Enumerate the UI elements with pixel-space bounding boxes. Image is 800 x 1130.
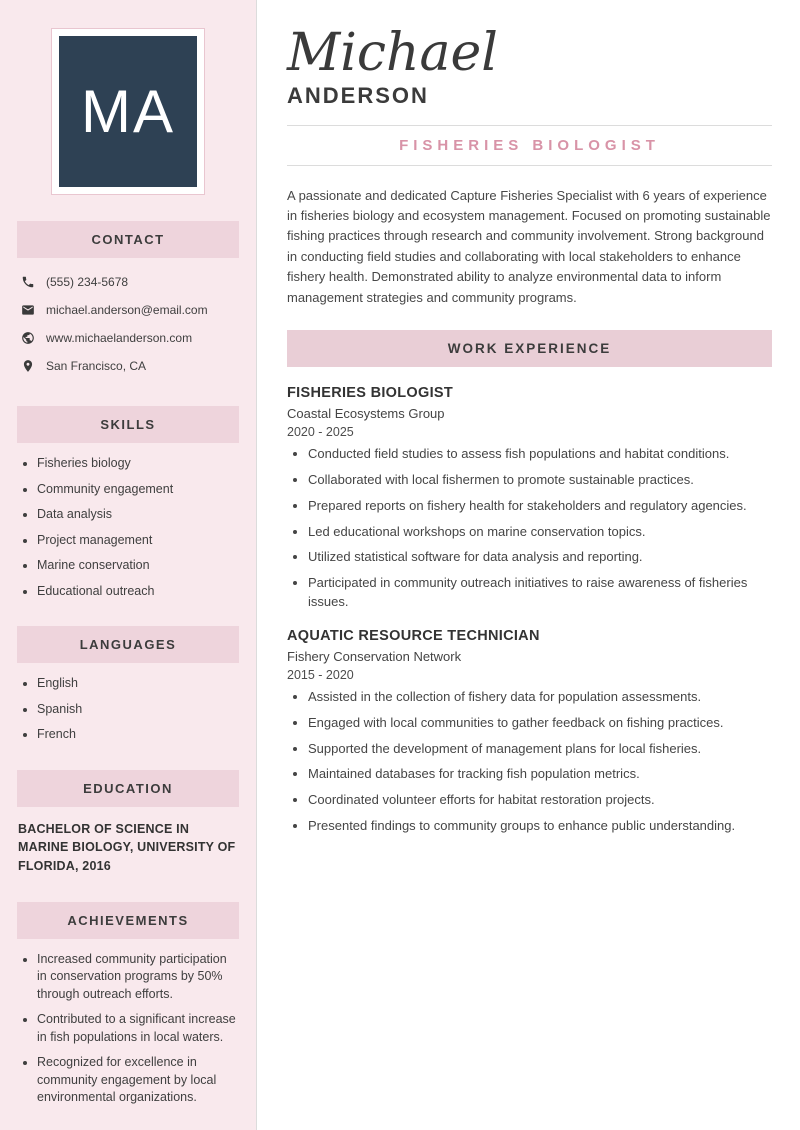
- phone-icon: [21, 275, 35, 289]
- languages-section-title: LANGUAGES: [79, 637, 177, 652]
- job-dates: 2020 - 2025: [287, 425, 354, 440]
- job-company: Coastal Ecosystems Group: [287, 406, 445, 422]
- skill-item: • Project management: [37, 532, 239, 550]
- job-title: FISHERIES BIOLOGIST: [287, 385, 454, 402]
- skill-item: • Data analysis: [37, 506, 239, 524]
- last-name: ANDERSON: [287, 82, 429, 108]
- skills-section-header: [17, 406, 239, 443]
- job-bullet: • Assisted in the collection of fishery data for population assessments.: [308, 688, 772, 707]
- education-section-title: EDUCATION: [83, 780, 173, 796]
- skill-item: • Fisheries biology: [37, 455, 239, 473]
- job-bullet: • Supported the development of management plans for local fisheries.: [308, 740, 772, 759]
- first-name: Michael: [287, 23, 498, 83]
- education-text: BACHELOR OF SCIENCE IN MARINE BIOLOGY, UNIVERSITY OF FLORIDA, 2016: [18, 821, 236, 873]
- achievements-section-title: ACHIEVEMENTS: [67, 912, 189, 928]
- globe-icon: [21, 331, 35, 345]
- job-bullet: • Conducted field studies to assess fish populations and habitat conditions.: [308, 445, 772, 464]
- job-title: AQUATIC RESOURCE TECHNICIAN: [287, 627, 540, 644]
- language-item: • English: [37, 675, 239, 693]
- languages-section-header: [17, 626, 239, 663]
- skill-item: • Marine conservation: [37, 557, 239, 575]
- contact-item-location: [21, 352, 235, 380]
- job-bullet: • Led educational workshops on marine conservation topics.: [308, 523, 772, 542]
- job-bullet: • Participated in community outreach initiatives to raise awareness of fisheries issues.: [308, 574, 772, 612]
- professional-summary: A passionate and dedicated Capture Fisheries Specialist with 6 years of experience in fisheries biology and ecosystem management. Focused on promoting sustainable fishing practices through research and community involvement. Strong background in conducting field studies and collaborating with local stakeholders to enhance fishery health. Demonstrated ability to analyze environmental data to inform management strategies and community programs.: [287, 187, 771, 305]
- contact-item-phone: [21, 268, 235, 296]
- contact-list: [17, 268, 239, 380]
- education-section-header: [17, 770, 239, 807]
- job-bullet: • Collaborated with local fishermen to promote sustainable practices.: [308, 471, 772, 490]
- achievement-item: • Increased community participation in conservation programs by 50% through outreach efforts.: [37, 951, 239, 1004]
- languages-list: [17, 675, 239, 744]
- skill-item: • Educational outreach: [37, 583, 239, 601]
- achievements-section-header: [17, 902, 239, 939]
- job-bullet: • Presented findings to community groups to enhance public understanding.: [308, 817, 772, 836]
- work-experience-header: [287, 330, 772, 367]
- job-bullet-list: [287, 688, 772, 836]
- contact-section-header: [17, 221, 239, 258]
- job-dates: 2015 - 2020: [287, 667, 354, 682]
- job-company: Fishery Conservation Network: [287, 648, 462, 664]
- job-bullet: • Utilized statistical software for data analysis and reporting.: [308, 548, 772, 567]
- location-icon: [21, 359, 35, 373]
- location-text: San Francisco, CA: [46, 359, 147, 373]
- achievement-item: • Recognized for excellence in community engagement by local environmental organizations.: [37, 1054, 239, 1107]
- main-content: [257, 0, 800, 1130]
- language-item: • Spanish: [37, 701, 239, 719]
- sidebar: [0, 0, 257, 1130]
- contact-item-email: [21, 296, 235, 324]
- website-url: www.michaelanderson.com: [46, 331, 193, 345]
- job-bullet: • Prepared reports on fishery health for stakeholders and regulatory agencies.: [308, 497, 772, 516]
- avatar-inner: [59, 36, 197, 187]
- phone-number: (555) 234-5678: [46, 275, 129, 289]
- email-address: michael.anderson@email.com: [46, 303, 208, 317]
- job-bullet: • Maintained databases for tracking fish population metrics.: [308, 765, 772, 784]
- divider: [287, 165, 772, 166]
- avatar: [51, 28, 205, 195]
- skills-section-title: SKILLS: [100, 417, 156, 432]
- job-entry: [287, 628, 772, 836]
- monogram: MA: [81, 78, 175, 145]
- contact-item-website: [21, 324, 235, 352]
- contact-section-title: CONTACT: [91, 232, 165, 247]
- job-bullet: • Coordinated volunteer efforts for habitat restoration projects.: [308, 791, 772, 810]
- achievement-item: • Contributed to a significant increase in fish populations in local waters.: [37, 1011, 239, 1046]
- job-entry: [287, 385, 772, 612]
- job-bullet: • Engaged with local communities to gather feedback on fishing practices.: [308, 714, 772, 733]
- job-bullet-list: [287, 445, 772, 612]
- work-experience-title: WORK EXPERIENCE: [447, 341, 612, 357]
- achievements-list: [17, 951, 239, 1107]
- email-icon: [21, 303, 35, 317]
- skill-item: • Community engagement: [37, 481, 239, 499]
- language-item: • French: [37, 726, 239, 744]
- headline-job-title: FISHERIES BIOLOGIST: [399, 136, 660, 154]
- skills-list: [17, 455, 239, 600]
